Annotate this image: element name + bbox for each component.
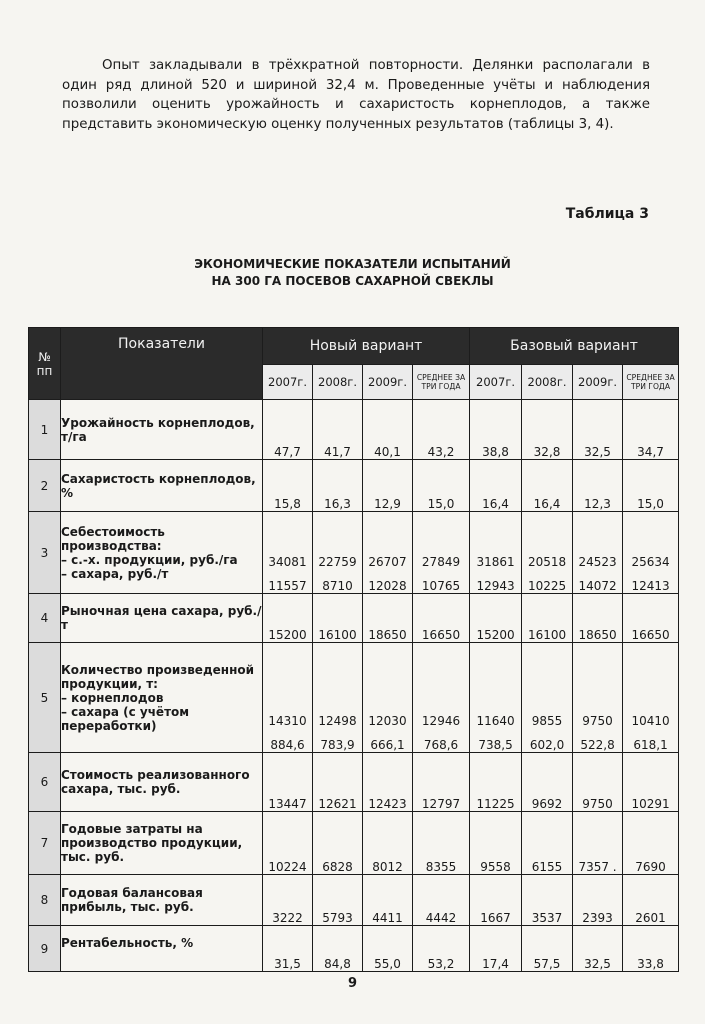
row-label: Стоимость реализованного сахара, тыс. руб.: [61, 753, 263, 812]
cell-value: 16,3: [313, 460, 363, 512]
table-row: [29, 753, 679, 812]
table-row: [29, 512, 679, 594]
table-title-line-1: ЭКОНОМИЧЕСКИЕ ПОКАЗАТЕЛИ ИСПЫТАНИЙ: [194, 257, 511, 271]
row-label-main: Себестоимость производства:: [61, 524, 165, 553]
cell-value: 26707 12028: [363, 512, 413, 594]
cell-value: 9750: [573, 753, 623, 812]
cell-value: 7690: [623, 812, 679, 875]
cell-value: 31,5: [263, 926, 313, 972]
cell-value: 18650: [363, 594, 413, 643]
cell-value: 16100: [522, 594, 573, 643]
row-label: [61, 512, 263, 594]
row-label-sub: – корнеплодов: [61, 690, 164, 705]
cell-value: 40,1: [363, 400, 413, 460]
cell-value: 3537: [522, 875, 573, 926]
cell-value: 27849 10765: [413, 512, 470, 594]
cell-value: 12030 666,1: [363, 643, 413, 753]
table-title-line-2: НА 300 ГА ПОСЕВОВ САХАРНОЙ СВЕКЛЫ: [211, 274, 494, 288]
cell-value: 10224: [263, 812, 313, 875]
row-number: 3: [29, 512, 61, 594]
cell-value: 17,4: [470, 926, 522, 972]
cell-value: 38,8: [470, 400, 522, 460]
cell-value: 9750 522,8: [573, 643, 623, 753]
cell-value: 8355: [413, 812, 470, 875]
cell-value: 9692: [522, 753, 573, 812]
header-base-variant: Базовый вариант: [470, 328, 679, 365]
cell-value: 33,8: [623, 926, 679, 972]
cell-value: 84,8: [313, 926, 363, 972]
row-label: Урожайность корнеплодов, т/га: [61, 400, 263, 460]
cell-value: 16100: [313, 594, 363, 643]
header-base-average: СРЕДНЕЕ ЗА ТРИ ГОДА: [623, 365, 679, 400]
header-new-variant: Новый вариант: [263, 328, 470, 365]
page-number: 9: [347, 976, 358, 991]
row-number: 6: [29, 753, 61, 812]
cell-value: 41,7: [313, 400, 363, 460]
cell-value: 14310 884,6: [263, 643, 313, 753]
cell-value: 4411: [363, 875, 413, 926]
header-number: № пп: [29, 328, 61, 400]
row-label-sub: – сахара, руб./т: [61, 566, 169, 581]
row-label: [61, 643, 263, 753]
table-title: [0, 256, 705, 290]
table-row: [29, 594, 679, 643]
header-base-2007: 2007г.: [470, 365, 522, 400]
cell-value: 34081 11557: [263, 512, 313, 594]
table-label: Таблица 3: [565, 206, 649, 222]
cell-value: 10410 618,1: [623, 643, 679, 753]
cell-value: 3222: [263, 875, 313, 926]
cell-value: 47,7: [263, 400, 313, 460]
cell-value: 24523 14072: [573, 512, 623, 594]
cell-value: 32,8: [522, 400, 573, 460]
cell-value: 10291: [623, 753, 679, 812]
header-new-2007: 2007г.: [263, 365, 313, 400]
cell-value: 31861 12943: [470, 512, 522, 594]
intro-text: Опыт закладывали в трёхкратной повторности. Делянки располагали в один ряд длиной 520 и шириной 32,4 м. Проведенные учёты и наблюдения позволили оценить урожайность и сахаристость корнеплодов, а также представить экономическую оценку полученных результатов (таблицы 3, 4).: [62, 58, 650, 132]
row-number: 2: [29, 460, 61, 512]
cell-value: 43,2: [413, 400, 470, 460]
economic-indicators-table: [28, 327, 679, 972]
cell-value: 2393: [573, 875, 623, 926]
row-label: Рыночная цена сахара, руб./т: [61, 594, 263, 643]
table-row: [29, 926, 679, 972]
cell-value: 12423: [363, 753, 413, 812]
cell-value: 15,0: [413, 460, 470, 512]
header-base-2008: 2008г.: [522, 365, 573, 400]
header-new-2008: 2008г.: [313, 365, 363, 400]
table-row: [29, 812, 679, 875]
cell-value: 16,4: [522, 460, 573, 512]
row-number: 1: [29, 400, 61, 460]
cell-value: 12,9: [363, 460, 413, 512]
cell-value: 57,5: [522, 926, 573, 972]
row-label: Годовые затраты на производство продукции, тыс. руб.: [61, 812, 263, 875]
cell-value: 6828: [313, 812, 363, 875]
row-number: 8: [29, 875, 61, 926]
cell-value: 22759 8710: [313, 512, 363, 594]
header-indicators: Показатели: [61, 328, 263, 400]
cell-value: 11225: [470, 753, 522, 812]
cell-value: 20518 10225: [522, 512, 573, 594]
cell-value: 15200: [263, 594, 313, 643]
row-label-sub: – сахара (с учётом переработки): [61, 704, 190, 733]
cell-value: 32,5: [573, 400, 623, 460]
row-number: 5: [29, 643, 61, 753]
cell-value: 12946 768,6: [413, 643, 470, 753]
cell-value: 16650: [623, 594, 679, 643]
intro-paragraph: [62, 56, 650, 134]
table-row: [29, 400, 679, 460]
cell-value: 6155: [522, 812, 573, 875]
cell-value: 15200: [470, 594, 522, 643]
cell-value: 5793: [313, 875, 363, 926]
table-row: [29, 875, 679, 926]
row-label: Годовая балансовая прибыль, тыс. руб.: [61, 875, 263, 926]
cell-value: 53,2: [413, 926, 470, 972]
row-number: 9: [29, 926, 61, 972]
row-label: Рентабельность, %: [61, 926, 263, 972]
row-label-sub: – с.-х. продукции, руб./га: [61, 552, 238, 567]
header-new-2009: 2009г.: [363, 365, 413, 400]
cell-value: 12797: [413, 753, 470, 812]
cell-value: 16650: [413, 594, 470, 643]
table-row: [29, 460, 679, 512]
cell-value: 18650: [573, 594, 623, 643]
cell-value: 1667: [470, 875, 522, 926]
cell-value: 11640 738,5: [470, 643, 522, 753]
cell-value: 9855 602,0: [522, 643, 573, 753]
header-new-average: СРЕДНЕЕ ЗА ТРИ ГОДА: [413, 365, 470, 400]
cell-value: 4442: [413, 875, 470, 926]
row-label-main: Количество произведенной продукции, т:: [61, 662, 255, 691]
cell-value: 16,4: [470, 460, 522, 512]
header-base-2009: 2009г.: [573, 365, 623, 400]
cell-value: 15,8: [263, 460, 313, 512]
cell-value: 2601: [623, 875, 679, 926]
cell-value: 12498 783,9: [313, 643, 363, 753]
row-number: 4: [29, 594, 61, 643]
cell-value: 55,0: [363, 926, 413, 972]
table-row: [29, 643, 679, 753]
cell-value: 25634 12413: [623, 512, 679, 594]
cell-value: 32,5: [573, 926, 623, 972]
cell-value: 34,7: [623, 400, 679, 460]
row-label: Сахаристость корнеплодов, %: [61, 460, 263, 512]
cell-value: 12,3: [573, 460, 623, 512]
cell-value: 12621: [313, 753, 363, 812]
cell-value: 9558: [470, 812, 522, 875]
row-number: 7: [29, 812, 61, 875]
cell-value: 13447: [263, 753, 313, 812]
cell-value: 8012: [363, 812, 413, 875]
cell-value: 15,0: [623, 460, 679, 512]
cell-value: 7357 .: [573, 812, 623, 875]
